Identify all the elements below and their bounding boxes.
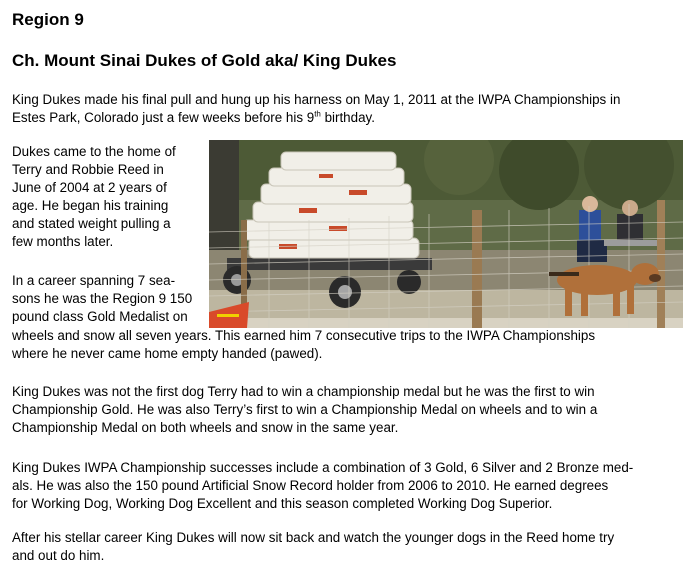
paragraph-line: King Dukes was not the first dog Terry had to win a championship medal but he was the first to win bbox=[12, 384, 595, 399]
intro-line-1: King Dukes made his final pull and hung up his harness on May 1, 2011 at the IWPA Championships in bbox=[12, 92, 621, 107]
arrival-line: few months later. bbox=[12, 234, 114, 249]
career-line: pound class Gold Medalist on bbox=[12, 309, 188, 324]
paragraph-line: King Dukes IWPA Championship successes include a combination of 3 Gold, 6 Silver and 2 Bronze med- bbox=[12, 460, 634, 475]
ordinal-suffix: th bbox=[314, 109, 321, 119]
arrival-line: Dukes came to the home of bbox=[12, 144, 176, 159]
career-paragraph-wrapped bbox=[12, 272, 207, 326]
first-gold-paragraph bbox=[12, 383, 684, 437]
career-line: sons he was the Region 9 150 bbox=[12, 291, 193, 306]
paragraph-line: wheels and snow all seven years. This earned him 7 consecutive trips to the IWPA Championships bbox=[12, 328, 596, 343]
paragraph-line: and out do him. bbox=[12, 548, 105, 563]
paragraph-line: Championship Gold. He was also Terry’s first to win a Championship Medal on wheels and to win a bbox=[12, 402, 598, 417]
paragraph-line: where he never came home empty handed (pawed). bbox=[12, 346, 323, 361]
paragraph-line: for Working Dog, Working Dog Excellent and this season completed Working Dog Superior. bbox=[12, 496, 553, 511]
region-heading: Region 9 bbox=[12, 10, 84, 29]
career-paragraph-continued bbox=[12, 327, 684, 363]
career-line: In a career spanning 7 sea- bbox=[12, 273, 176, 288]
paragraph-line: Championship Medal on both wheels and snow in the same year. bbox=[12, 420, 399, 435]
intro-line-2 bbox=[12, 109, 684, 127]
arrival-line: and stated weight pulling a bbox=[12, 216, 171, 231]
intro-paragraph bbox=[12, 91, 684, 127]
arrival-line: Terry and Robbie Reed in bbox=[12, 162, 164, 177]
arrival-paragraph bbox=[12, 143, 207, 251]
arrival-line: age. He began his training bbox=[12, 198, 169, 213]
arrival-line: June of 2004 at 2 years of bbox=[12, 180, 167, 195]
retirement-paragraph bbox=[12, 529, 684, 565]
paragraph-line: After his stellar career King Dukes will now sit back and watch the younger dogs in the Reed home try bbox=[12, 530, 615, 545]
paragraph-line: als. He was also the 150 pound Artificial Snow Record holder from 2006 to 2010. He earned degrees bbox=[12, 478, 609, 493]
dog-pulling-photo bbox=[209, 140, 683, 328]
article-title: Ch. Mount Sinai Dukes of Gold aka/ King Dukes bbox=[12, 51, 397, 70]
intro-line-2-text: Estes Park, Colorado just a few weeks before his 9 bbox=[12, 110, 315, 125]
intro-line-2-end: birthday. bbox=[320, 110, 375, 125]
successes-paragraph bbox=[12, 459, 684, 513]
